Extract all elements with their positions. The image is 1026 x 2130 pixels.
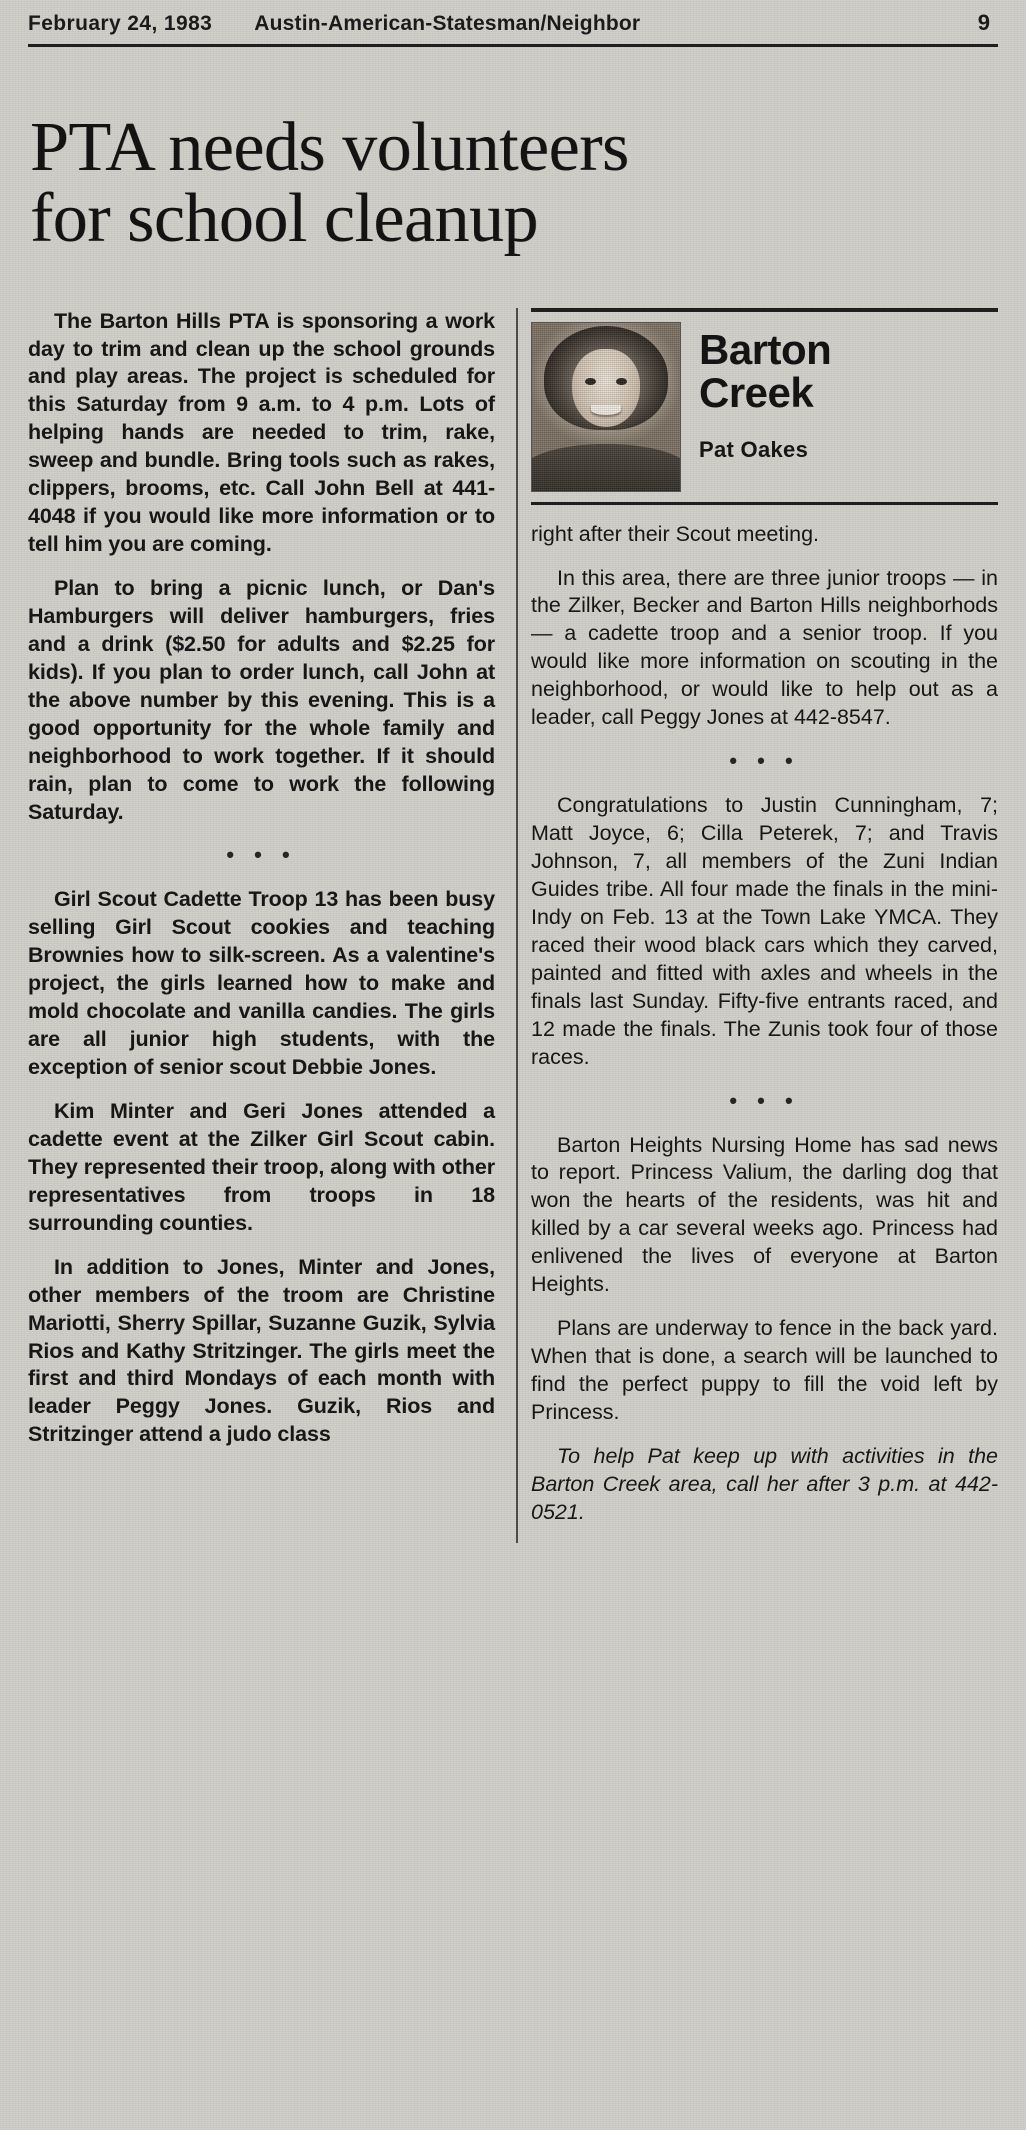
paragraph: Kim Minter and Geri Jones attended a cadette event at the Zilker Girl Scout cabin. They represented their troop, along with other representatives from troops in 18 surrounding counties. [28,1099,495,1235]
issue-date: February 24, 1983 [28,12,213,35]
paragraph: Barton Heights Nursing Home has sad news to report. Princess Valium, the darling dog that won the hearts of the residents, was hit and killed by a car several weeks ago. Princess had enlivened the lives of everyone at Barton Heights. [531,1132,998,1297]
paragraph: Girl Scout Cadette Troop 13 has been busy selling Girl Scout cookies and teaching Brownies how to silk-screen. As a valentine's project, the girls learned how to make and mold chocolate and vanilla candies. The girls are all junior high students, with the exception of senior scout Debbie Jones. [28,887,495,1080]
paragraph: Plan to bring a picnic lunch, or Dan's Hamburgers will deliver hamburgers, fries and a drink ($2.50 for adults and $2.25 for kids). If you plan to order lunch, call John at the above number by this evening. This is a good opportunity for the whole family and neighborhood to work together. If it should rain, plan to come to work the following Saturday. [28,576,495,824]
headline-line-1: PTA needs volunteers [30,108,629,186]
publication-name: Austin-American-Statesman/Neighbor [254,12,641,35]
page-title [28,94,998,261]
section-separator: • • • [226,842,297,868]
columnist-name: Pat Oakes [699,436,809,462]
section-separator: • • • [729,1087,800,1113]
paragraph: In addition to Jones, Minter and Jones, other members of the troom are Christine Mariotti, Sherry Spillar, Suzanne Guzik, Sylvia Rios and Kathy Stritzinger. The girls meet the first and third Mondays of each month with leader Peggy Jones. Guzik, Rios and Stritzinger attend a judo class [28,1254,495,1447]
paragraph: right after their Scout meeting. [531,521,820,546]
paragraph: Congratulations to Justin Cunningham, 7; Matt Joyce, 6; Cilla Peterek, 7; and Travis Johnson, 7, all members of the Zuni Indian Guides tribe. All four made the finals in the mini-Indy on Feb. 13 at the Town Lake YMCA. They raced their wood black cars which they carved, painted and fitted with axles and wheels in the finals last Sunday. Fifty-five entrants raced, and 12 made the finals. The Zunis took four of those races. [531,793,998,1069]
columnist-titles [699,322,831,463]
paragraph: In this area, there are three junior troops — in the Zilker, Becker and Barton Hills neighborhods — a cadette troop and a senior troop. If you would like more information on scouting in the neighborhood, or would like to help out as a leader, call Peggy Jones at 442-8547. [531,565,998,730]
article-columns [28,308,998,1543]
closing-note [531,1443,998,1527]
headline-line-2: for school cleanup [30,180,539,258]
column-left [28,308,505,1543]
masthead [28,0,998,42]
column-title-line-2: Creek [699,369,814,417]
section-separator: • • • [729,748,800,774]
paragraph: The Barton Hills PTA is sponsoring a work day to trim and clean up the school grounds and play areas. The project is scheduled for this Saturday from 9 a.m. to 4 p.m. Lots of helping hands are needed to trim, rake, sweep and bundle. Bring tools such as rakes, clippers, brooms, etc. Call John Bell at 441-4048 if you would like more information or to tell him you are coming. [28,308,495,557]
paragraph: To help Pat keep up with activities in the Barton Creek area, call her after 3 p.m. at 442-0521. [531,1443,998,1524]
halftone-grain [532,323,680,491]
columnist-divider [531,502,998,505]
avatar [531,322,681,492]
columnist-header [531,308,998,492]
paragraph: Plans are underway to fence in the back yard. When that is done, a search will be launched to find the perfect puppy to fill the void left by Princess. [531,1316,998,1424]
masthead-divider [28,44,998,47]
column-title-line-1: Barton [699,325,832,373]
page-number: 9 [977,10,990,35]
column-right [531,308,998,1543]
